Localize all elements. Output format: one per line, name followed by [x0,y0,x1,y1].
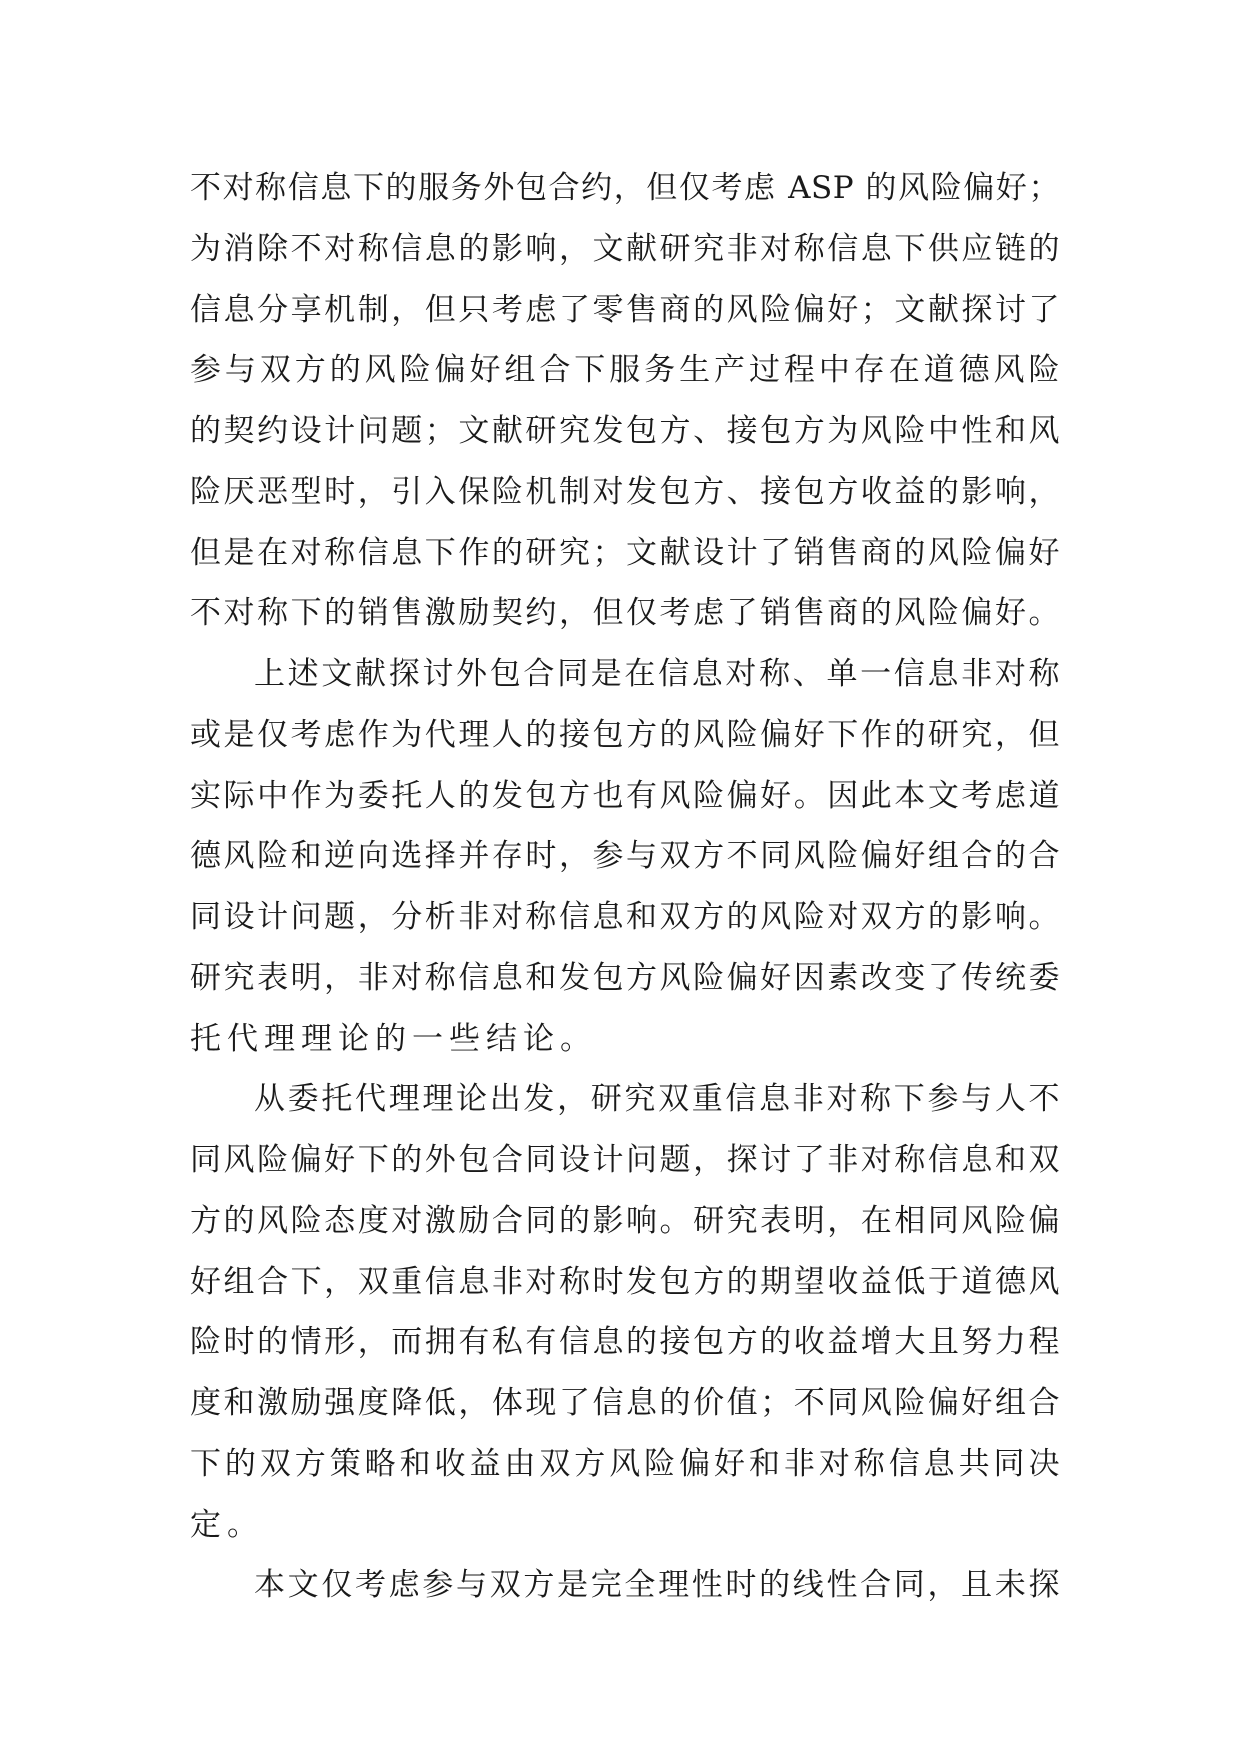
text-line: 参与双方的风险偏好组合下服务生产过程中存在道德风险 [190,352,1060,389]
text-line: 度和激励强度降低，体现了信息的价值；不同风险偏好组合 [190,1385,1060,1421]
paragraph [190,158,1060,644]
text-line: 实际中作为委托人的发包方也有风险偏好。因此本文考虑道 [190,777,1060,814]
paragraph [190,1555,1060,1616]
paragraph [190,1069,1060,1555]
text-line: 好组合下，双重信息非对称时发包方的期望收益低于道德风 [190,1263,1060,1300]
text-line: 同设计问题，分析非对称信息和双方的风险对双方的影响。 [190,899,1060,935]
text-line: 信息分享机制，但只考虑了零售商的风险偏好；文献探讨了 [190,291,1060,328]
text-line: 为消除不对称信息的影响，文献研究非对称信息下供应链的 [190,230,1060,267]
text-line: 研究表明，非对称信息和发包方风险偏好因素改变了传统委 [190,959,1060,996]
text-line: 同风险偏好下的外包合同设计问题，探讨了非对称信息和双 [190,1142,1060,1178]
text-line: 从委托代理理论出发，研究双重信息非对称下参与人不 [254,1081,1060,1118]
text-line: 但是在对称信息下作的研究；文献设计了销售商的风险偏好 [190,534,1060,571]
text-line: 本文仅考虑参与双方是完全理性时的线性合同，且未探 [254,1567,1060,1604]
text-line: 上述文献探讨外包合同是在信息对称、单一信息非对称 [254,656,1060,692]
document-body [190,158,1060,1616]
text-line: 或是仅考虑作为代理人的接包方的风险偏好下作的研究，但 [190,716,1060,753]
paragraph [190,644,1060,1069]
text-line: 的契约设计问题；文献研究发包方、接包方为风险中性和风 [190,413,1060,449]
text-line: 险时的情形，而拥有私有信息的接包方的收益增大且努力程 [190,1324,1060,1361]
text-line: 下的双方策略和收益由双方风险偏好和非对称信息共同决 [190,1445,1060,1482]
text-line: 不对称信息下的服务外包合约，但仅考虑 ASP 的风险偏好； [190,170,1060,206]
text-line: 险厌恶型时，引入保险机制对发包方、接包方收益的影响， [190,473,1060,510]
text-line: 方的风险态度对激励合同的影响。研究表明，在相同风险偏 [190,1202,1060,1239]
text-line: 德风险和逆向选择并存时，参与双方不同风险偏好组合的合 [190,838,1060,875]
text-line: 托代理理论的一些结论。 [190,1020,597,1057]
text-line: 定。 [190,1506,264,1543]
text-line: 不对称下的销售激励契约，但仅考虑了销售商的风险偏好。 [190,595,1060,632]
